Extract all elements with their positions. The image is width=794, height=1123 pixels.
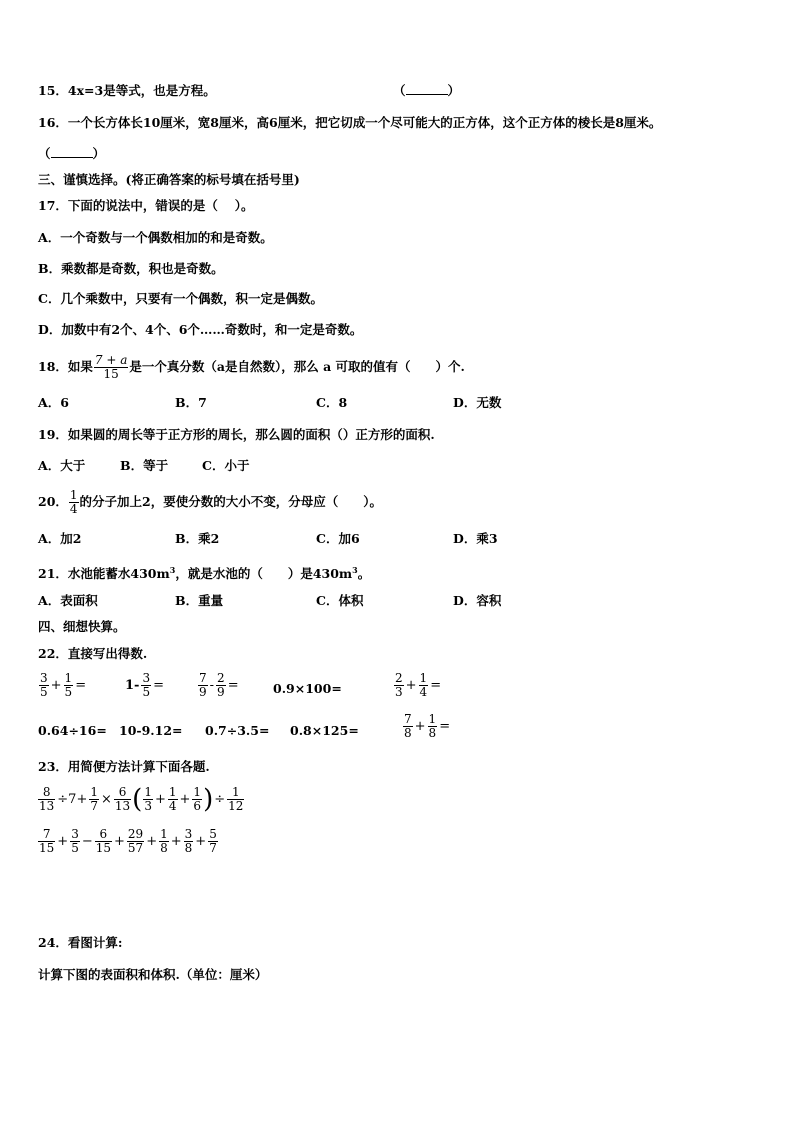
option-18-b[interactable]: B．7	[175, 395, 207, 410]
option-17-b[interactable]: B．乘数都是奇数，积也是奇数。	[38, 261, 224, 276]
calc-22-1: $\frac{3}{5}$ + $\frac{1}{5}$ =	[40, 671, 87, 699]
calc-22-9: 0.8×125=	[290, 723, 359, 738]
calc-22-8: 0.7÷3.5=	[205, 723, 270, 738]
calc-22-6: 0.64÷16=	[38, 723, 107, 738]
option-20-a[interactable]: A．加2	[38, 531, 82, 546]
calc-22-10: $\frac{7}{8}$ + $\frac{1}{8}$ =	[404, 712, 451, 740]
section-3-heading: 三、谨慎选择。(将正确答案的标号填在括号里)	[38, 172, 300, 187]
section-4-heading: 四、细想快算。	[38, 619, 126, 634]
option-17-d[interactable]: D．加数中有2个、4个、6个……奇数时，和一定是奇数。	[38, 322, 363, 337]
answer-blank-16[interactable]: （ ）	[38, 146, 106, 161]
fraction: $\frac{7 + a}{15}$	[94, 353, 128, 381]
question-15: 15．4x=3是等式，也是方程。	[38, 83, 216, 98]
option-20-c[interactable]: C．加6	[316, 531, 360, 546]
option-17-a[interactable]: A．一个奇数与一个偶数相加的和是奇数。	[38, 230, 273, 245]
option-17-c[interactable]: C．几个乘数中，只要有一个偶数，积一定是偶数。	[38, 291, 323, 306]
question-21: 21．水池能蓄水$430m^3$，就是水池的（ ）是$430m^3$。	[38, 565, 371, 582]
option-19-b[interactable]: B．等于	[120, 458, 169, 473]
option-20-d[interactable]: D．乘3	[453, 531, 498, 546]
option-19-c[interactable]: C．小于	[202, 458, 250, 473]
fraction: $\frac{1}{4}$	[69, 488, 78, 516]
option-18-d[interactable]: D．无数	[453, 395, 502, 410]
question-16: 16．一个长方体长10厘米，宽8厘米，高6厘米，把它切成一个尽可能大的正方体，这个正方体的棱长是8厘米。	[38, 115, 662, 130]
question-18: 18．如果 $\frac{7 + a}{15}$ 是一个真分数（a是自然数），那么 a 可取的值有（ ）个.	[38, 353, 465, 381]
calc-22-5: $\frac{2}{3}$ + $\frac{1}{4}$ =	[395, 671, 442, 699]
calc-22-2: 1- $\frac{3}{5}$ =	[125, 671, 164, 699]
expression-23-2: $\frac{7}{15}$ + $\frac{3}{5}$ − $\frac{6}{15}$ + $\frac{29}{57}$ + $\frac{1}{8}$ + $\frac{3}{8}$ + $\frac{5}{7}$	[39, 827, 217, 855]
answer-blank-15[interactable]: （ ）	[393, 83, 461, 98]
question-23: 23．用简便方法计算下面各题.	[38, 759, 210, 774]
option-18-c[interactable]: C．8	[316, 395, 348, 410]
calc-22-7: 10-9.12=	[119, 723, 183, 738]
question-24-instruction: 计算下图的表面积和体积.（单位：厘米）	[38, 967, 268, 982]
question-22: 22．直接写出得数.	[38, 646, 148, 661]
question-17: 17．下面的说法中，错误的是（ ）。	[38, 198, 254, 213]
option-21-c[interactable]: C．体积	[316, 593, 364, 608]
calc-22-3: $\frac{7}{9}$ - $\frac{2}{9}$ =	[199, 671, 239, 699]
option-20-b[interactable]: B．乘2	[175, 531, 220, 546]
expression-23-1: $\frac{8}{13}$ ÷7+ $\frac{1}{7}$ × $\frac{6}{13}$ ( $\frac{1}{3}$ + $\frac{1}{4}$ + $\frac{1}{6}$ )÷ $\frac{1}{12}$	[39, 784, 244, 815]
option-21-b[interactable]: B．重量	[175, 593, 224, 608]
question-20: 20． $\frac{1}{4}$ 的分子加上2，要使分数的大小不变，分母应（ ）。	[38, 488, 382, 516]
option-19-a[interactable]: A．大于	[38, 458, 86, 473]
question-24: 24．看图计算:	[38, 935, 123, 950]
option-21-a[interactable]: A．表面积	[38, 593, 98, 608]
question-19: 19．如果圆的周长等于正方形的周长，那么圆的面积（）正方形的面积.	[38, 427, 435, 442]
option-21-d[interactable]: D．容积	[453, 593, 502, 608]
option-18-a[interactable]: A．6	[38, 395, 69, 410]
calc-22-4: 0.9×100=	[273, 681, 342, 696]
